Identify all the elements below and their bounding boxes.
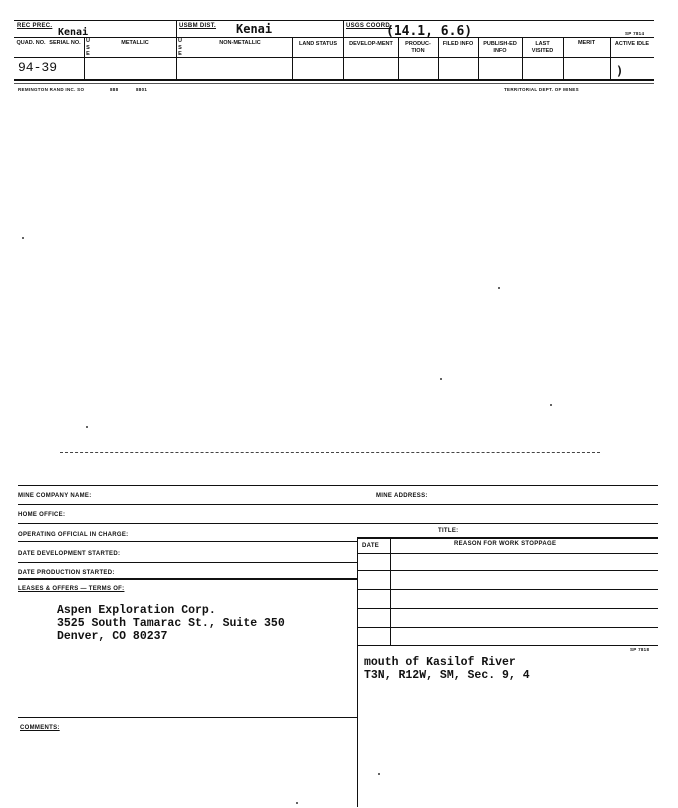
lessee-line-3: Denver, CO 80237 <box>57 630 168 643</box>
speck <box>440 378 442 380</box>
leases-offers-label: LEASES & OFFERS — TERMS OF: <box>18 586 125 592</box>
col-land-status: LAND STATUS <box>299 41 337 47</box>
quad-no-value: 94-39 <box>18 60 58 75</box>
footer-left: REMINGTON RAND INC. SO <box>18 87 85 92</box>
col-quad-no: QUAD. NO. <box>16 40 46 46</box>
lessee-line-2: 3525 South Tamarac St., Suite 350 <box>57 617 285 630</box>
date-production-label: DATE PRODUCTION STARTED: <box>18 570 115 576</box>
form-code-top: SP 7814 <box>625 31 645 36</box>
rec-prec-label: REC PREC. <box>17 23 53 29</box>
form-code-bottom: SP 7818 <box>630 647 650 652</box>
speck <box>550 404 552 406</box>
comments-label: COMMENTS: <box>20 725 60 731</box>
rec-prec-value: Kenai <box>58 27 89 38</box>
col-merit: MERIT <box>577 40 596 46</box>
date-development-label: DATE DEVELOPMENT STARTED: <box>18 551 121 557</box>
operating-official-label: OPERATING OFFICIAL IN CHARGE: <box>18 532 129 538</box>
usbm-dist-value: Kenai <box>236 22 273 36</box>
col-development: DEVELOP-MENT <box>349 41 393 47</box>
footer-mid2: 8801 <box>136 87 148 92</box>
col-use-metallic: U S E <box>86 38 90 57</box>
footer-mid1: 888 <box>110 87 119 92</box>
usgs-coord-value: (14.1, 6.6) <box>386 24 473 39</box>
mine-address-label: MINE ADDRESS: <box>376 493 428 499</box>
lessee-line-1: Aspen Exploration Corp. <box>57 604 216 617</box>
mine-company-label: MINE COMPANY NAME: <box>18 493 92 499</box>
usgs-coord-label: USGS COORD. <box>346 23 392 29</box>
col-use-nonmetallic: U S E <box>178 38 182 57</box>
reason-label: REASON FOR WORK STOPPAGE <box>454 541 557 547</box>
col-active-idle: ACTIVE IDLE <box>614 41 650 47</box>
footer-right: TERRITORIAL DEPT. OF MINES <box>504 87 579 92</box>
usbm-dist-label: USBM DIST. <box>179 23 217 29</box>
col-production: PRODUC-TION <box>405 41 431 54</box>
speck <box>86 426 88 428</box>
col-last-visited: LAST VISITED <box>531 41 554 54</box>
active-idle-mark: ) <box>616 64 624 78</box>
col-non-metallic: NON-METALLIC <box>219 40 261 46</box>
speck <box>296 802 298 804</box>
location-line-2: T3N, R12W, SM, Sec. 9, 4 <box>364 669 530 682</box>
col-metallic: METALLIC <box>121 40 149 46</box>
col-filed-info: FILED INFO <box>442 41 474 47</box>
date-col-label: DATE <box>362 543 380 549</box>
speck <box>378 773 380 775</box>
speck <box>498 287 500 289</box>
speck <box>22 237 24 239</box>
col-serial-no: SERIAL NO. <box>49 40 81 46</box>
title-label: TITLE: <box>438 528 459 534</box>
location-line-1: mouth of Kasilof River <box>364 656 516 669</box>
home-office-label: HOME OFFICE: <box>18 512 66 518</box>
col-published-info: PUBLISH-ED INFO <box>483 41 517 54</box>
